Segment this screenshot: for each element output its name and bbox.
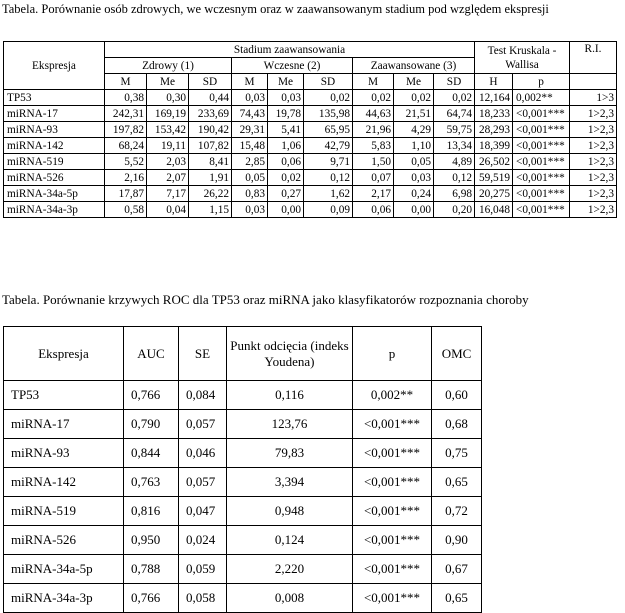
table-row (4, 584, 482, 613)
p-cell: 0,002** (353, 381, 432, 410)
table-cell: 0,03 (232, 202, 268, 218)
table-roc (3, 326, 482, 613)
table-cell: 20,275 (475, 186, 513, 202)
table-row (4, 555, 482, 584)
se-cell: 0,057 (179, 468, 227, 497)
table-cell: 2,16 (105, 170, 147, 186)
auc-cell: 0,950 (124, 526, 179, 555)
se-cell: 0,046 (179, 439, 227, 468)
header-ekspresja: Ekspresja (4, 327, 124, 381)
table-cell: 8,41 (189, 154, 232, 170)
subheader-cell: Me (147, 74, 189, 90)
subheader-cell: SD (434, 74, 475, 90)
row-label: TP53 (4, 90, 105, 106)
table-cell: 0,44 (189, 90, 232, 106)
cutoff-cell: 0,008 (227, 584, 353, 613)
table-cell: 0,20 (434, 202, 475, 218)
table-cell: 44,63 (353, 106, 394, 122)
se-cell: 0,057 (179, 410, 227, 439)
table-cell: 59,519 (475, 170, 513, 186)
cutoff-cell: 0,948 (227, 497, 353, 526)
table-cell: 28,293 (475, 122, 513, 138)
table-cell: 19,11 (147, 138, 189, 154)
header-auc: AUC (124, 327, 179, 381)
se-cell: 0,047 (179, 497, 227, 526)
table-cell: 153,42 (147, 122, 189, 138)
table-row (4, 90, 617, 106)
table-cell: 0,30 (147, 90, 189, 106)
table-cell: 0,05 (394, 154, 434, 170)
table-cell: 197,82 (105, 122, 147, 138)
header-test: Test Kruskala -Wallisa (475, 42, 570, 74)
table-cell: 1,91 (189, 170, 232, 186)
header-se: SE (179, 327, 227, 381)
table-cell: 0,00 (268, 202, 304, 218)
p-cell: <0,001*** (353, 410, 432, 439)
table-cell: 242,31 (105, 106, 147, 122)
table-cell: 5,83 (353, 138, 394, 154)
table-cell: <0,001*** (513, 186, 570, 202)
table-cell: 1,06 (268, 138, 304, 154)
omc-cell: 0,67 (432, 555, 482, 584)
ri-cell: 1>2,3 (570, 170, 617, 186)
auc-cell: 0,816 (124, 497, 179, 526)
table-cell: 21,96 (353, 122, 394, 138)
header-omc: OMC (432, 327, 482, 381)
table-cell: 1,15 (189, 202, 232, 218)
omc-cell: 0,65 (432, 584, 482, 613)
row-label: miRNA-34a-3p (4, 584, 124, 613)
row-label: miRNA-142 (4, 138, 105, 154)
table-cell: 5,41 (268, 122, 304, 138)
table-cell: <0,001*** (513, 138, 570, 154)
table-row (4, 468, 482, 497)
table-cell: 0,12 (434, 170, 475, 186)
subheader-cell: M (105, 74, 147, 90)
se-cell: 0,084 (179, 381, 227, 410)
omc-cell: 0,60 (432, 381, 482, 410)
table-cell: 135,98 (304, 106, 353, 122)
table-row (4, 154, 617, 170)
table-row (4, 410, 482, 439)
table-cell: 21,51 (394, 106, 434, 122)
table-cell: 0,02 (268, 170, 304, 186)
row-label: miRNA-34a-3p (4, 202, 105, 218)
table-cell: 74,43 (232, 106, 268, 122)
table-cell: 0,38 (105, 90, 147, 106)
table-cell: 0,12 (304, 170, 353, 186)
se-cell: 0,024 (179, 526, 227, 555)
table-cell: 233,69 (189, 106, 232, 122)
table-cell: 68,24 (105, 138, 147, 154)
row-label: miRNA-142 (4, 468, 124, 497)
subheader-cell: p (513, 74, 570, 90)
table-cell: 0,02 (394, 90, 434, 106)
p-cell: <0,001*** (353, 497, 432, 526)
row-label: miRNA-519 (4, 154, 105, 170)
table-row (4, 170, 617, 186)
omc-cell: 0,90 (432, 526, 482, 555)
table-cell: 13,34 (434, 138, 475, 154)
row-label: miRNA-17 (4, 410, 124, 439)
table-cell: 190,42 (189, 122, 232, 138)
table-row (4, 381, 482, 410)
row-label: miRNA-34a-5p (4, 555, 124, 584)
auc-cell: 0,766 (124, 381, 179, 410)
omc-cell: 0,72 (432, 497, 482, 526)
table-row (4, 526, 482, 555)
auc-cell: 0,766 (124, 584, 179, 613)
table-row (4, 497, 482, 526)
subheader-cell: M (353, 74, 394, 90)
table-cell: 0,83 (232, 186, 268, 202)
se-cell: 0,058 (179, 584, 227, 613)
table-cell: 169,19 (147, 106, 189, 122)
subheader-cell: SD (304, 74, 353, 90)
header-ekspresja: Ekspresja (4, 42, 105, 90)
table-cell: 0,24 (394, 186, 434, 202)
table-cell: 29,31 (232, 122, 268, 138)
table-cell: 0,09 (304, 202, 353, 218)
table-cell: 0,03 (268, 90, 304, 106)
table-cell: 0,58 (105, 202, 147, 218)
table-row (4, 106, 617, 122)
cutoff-cell: 123,76 (227, 410, 353, 439)
p-cell: <0,001*** (353, 584, 432, 613)
table-cell: 0,06 (353, 202, 394, 218)
table-cell: 1,50 (353, 154, 394, 170)
table-cell: 0,07 (353, 170, 394, 186)
header-stadium: Stadium zaawansowania (105, 42, 475, 58)
table2-caption: Tabela. Porównanie krzywych ROC dla TP53 oraz miRNA jako klasyfikatorów rozpoznania choroby (2, 292, 529, 307)
auc-cell: 0,763 (124, 468, 179, 497)
table-cell: 0,27 (268, 186, 304, 202)
row-label: miRNA-93 (4, 439, 124, 468)
table-cell: 15,48 (232, 138, 268, 154)
table-cell: 0,04 (147, 202, 189, 218)
table-cell: 2,07 (147, 170, 189, 186)
table-cell: 0,02 (434, 90, 475, 106)
table-cell: <0,001*** (513, 202, 570, 218)
subheader-empty (570, 74, 617, 90)
subheader-cell: Me (268, 74, 304, 90)
table-cell: 64,74 (434, 106, 475, 122)
omc-cell: 0,75 (432, 439, 482, 468)
table-cell: 12,164 (475, 90, 513, 106)
header-p: p (353, 327, 432, 381)
ri-cell: 1>2,3 (570, 202, 617, 218)
row-label: miRNA-17 (4, 106, 105, 122)
table-row (4, 186, 617, 202)
table-cell: 26,502 (475, 154, 513, 170)
subheader-cell: H (475, 74, 513, 90)
table-cell: 18,399 (475, 138, 513, 154)
table-cell: 65,95 (304, 122, 353, 138)
cutoff-cell: 3,394 (227, 468, 353, 497)
table-cell: 0,03 (394, 170, 434, 186)
cutoff-cell: 0,124 (227, 526, 353, 555)
table-kruskal-wallis (3, 41, 617, 218)
cutoff-cell: 0,116 (227, 381, 353, 410)
cutoff-cell: 79,83 (227, 439, 353, 468)
header-group-healthy: Zdrowy (1) (105, 58, 232, 74)
ri-cell: 1>2,3 (570, 122, 617, 138)
table-cell: 6,98 (434, 186, 475, 202)
p-cell: <0,001*** (353, 468, 432, 497)
row-label: miRNA-526 (4, 170, 105, 186)
table-cell: 0,002** (513, 90, 570, 106)
table-cell: 0,03 (232, 90, 268, 106)
auc-cell: 0,788 (124, 555, 179, 584)
table-cell: 18,233 (475, 106, 513, 122)
table-cell: 1,62 (304, 186, 353, 202)
header-ri: R.I. (570, 42, 617, 74)
ri-cell: 1>2,3 (570, 154, 617, 170)
p-cell: <0,001*** (353, 439, 432, 468)
table-cell: 4,29 (394, 122, 434, 138)
table-cell: 26,22 (189, 186, 232, 202)
ri-cell: 1>2,3 (570, 106, 617, 122)
omc-cell: 0,65 (432, 468, 482, 497)
table-cell: 19,78 (268, 106, 304, 122)
table-row (4, 439, 482, 468)
table-cell: <0,001*** (513, 122, 570, 138)
table-row (4, 138, 617, 154)
auc-cell: 0,790 (124, 410, 179, 439)
subheader-cell: Me (394, 74, 434, 90)
table-cell: 17,87 (105, 186, 147, 202)
table-cell: 2,17 (353, 186, 394, 202)
table-cell: 9,71 (304, 154, 353, 170)
table-cell: 16,048 (475, 202, 513, 218)
table-cell: <0,001*** (513, 170, 570, 186)
table-cell: 0,06 (268, 154, 304, 170)
header-group-early: Wczesne (2) (232, 58, 353, 74)
table-cell: 4,89 (434, 154, 475, 170)
subheader-cell: M (232, 74, 268, 90)
row-label: miRNA-93 (4, 122, 105, 138)
p-cell: <0,001*** (353, 526, 432, 555)
table-cell: 2,85 (232, 154, 268, 170)
row-label: miRNA-526 (4, 526, 124, 555)
table-row (4, 202, 617, 218)
row-label: miRNA-519 (4, 497, 124, 526)
row-label: miRNA-34a-5p (4, 186, 105, 202)
table-cell: 0,05 (232, 170, 268, 186)
p-cell: <0,001*** (353, 555, 432, 584)
ri-cell: 1>2,3 (570, 138, 617, 154)
table-cell: <0,001*** (513, 154, 570, 170)
header-cutoff: Punkt odcięcia (indeks Youdena) (227, 327, 353, 381)
table-row (4, 122, 617, 138)
ri-cell: 1>3 (570, 90, 617, 106)
table-cell: 5,52 (105, 154, 147, 170)
header-group-advanced: Zaawansowane (3) (353, 58, 475, 74)
table-cell: 42,79 (304, 138, 353, 154)
table-cell: 0,02 (304, 90, 353, 106)
auc-cell: 0,844 (124, 439, 179, 468)
table-cell: 0,00 (394, 202, 434, 218)
table1-caption: Tabela. Porównanie osób zdrowych, we wczesnym oraz w zaawansowanym stadium pod względem ekspresji (2, 2, 549, 16)
ri-cell: 1>2,3 (570, 186, 617, 202)
table-cell: 59,75 (434, 122, 475, 138)
table-cell: 107,82 (189, 138, 232, 154)
cutoff-cell: 2,220 (227, 555, 353, 584)
se-cell: 0,059 (179, 555, 227, 584)
table-cell: <0,001*** (513, 106, 570, 122)
table-cell: 0,02 (353, 90, 394, 106)
row-label: TP53 (4, 381, 124, 410)
table-cell: 7,17 (147, 186, 189, 202)
table-cell: 2,03 (147, 154, 189, 170)
subheader-cell: SD (189, 74, 232, 90)
table-cell: 1,10 (394, 138, 434, 154)
omc-cell: 0,68 (432, 410, 482, 439)
